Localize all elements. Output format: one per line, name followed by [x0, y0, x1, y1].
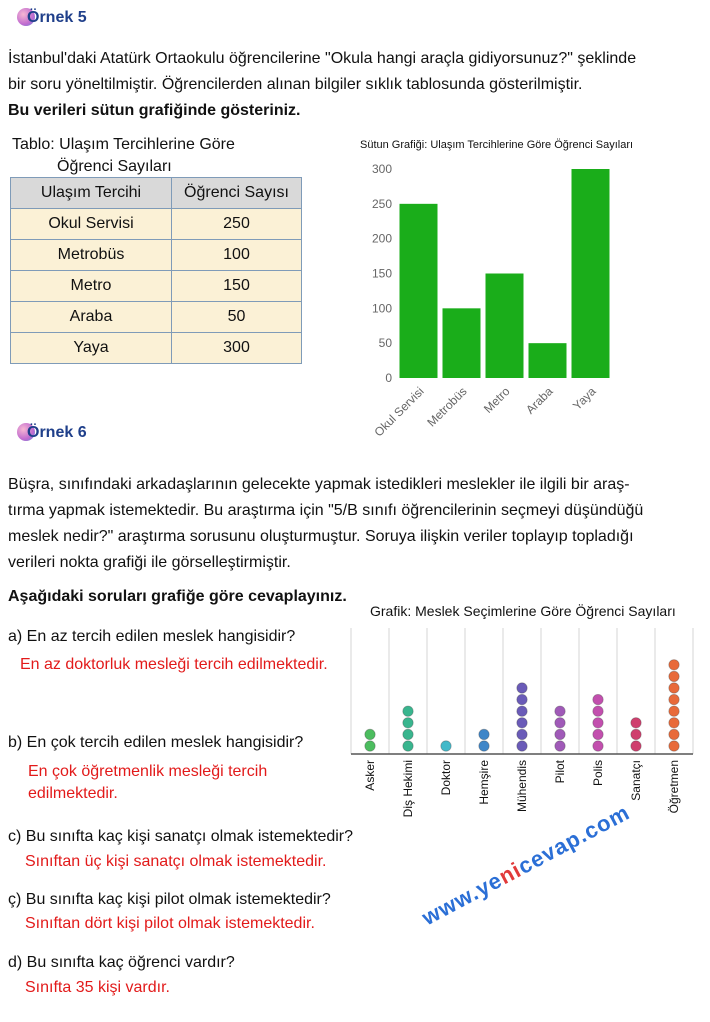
x-tick-label: Metrobüs	[424, 384, 470, 430]
answer-cc: Sınıftan dört kişi pilot olmak istemektedir.	[25, 915, 315, 932]
dot-marker	[593, 718, 603, 728]
dot-marker	[555, 706, 565, 716]
x-tick-label: Okul Servisi	[371, 384, 427, 440]
bar	[572, 169, 610, 378]
dot-marker	[365, 741, 375, 751]
dot-marker	[517, 706, 527, 716]
dot-marker	[555, 741, 565, 751]
table-cell: Yaya	[11, 333, 172, 364]
dot-marker	[403, 718, 413, 728]
table-cell: 150	[172, 271, 302, 302]
y-tick-label: 100	[371, 301, 392, 316]
dot-plot-chart	[345, 598, 710, 830]
category-label: Diş Hekimi	[401, 760, 415, 818]
dot-marker	[517, 683, 527, 693]
dot-marker	[593, 741, 603, 751]
table-cell: Okul Servisi	[11, 209, 172, 240]
example6-intro-line4: verileri nokta grafiği ile görselleştirmiştir.	[8, 554, 291, 571]
question-cc: ç) Bu sınıfta kaç kişi pilot olmak istemektedir?	[8, 891, 331, 908]
table-cell: 50	[172, 302, 302, 333]
dot-marker	[669, 683, 679, 693]
dot-marker	[669, 729, 679, 739]
dot-marker	[517, 694, 527, 704]
x-tick-label: Yaya	[570, 384, 599, 413]
category-label: Polis	[591, 760, 605, 787]
bar-chart-title: Sütun Grafiği: Ulaşım Tercihlerine Göre Öğrenci Sayıları	[360, 139, 634, 151]
category-label: Sanatçı	[629, 760, 643, 801]
bar	[486, 274, 524, 379]
dot-marker	[479, 741, 489, 751]
dot-marker	[517, 729, 527, 739]
category-label: Mühendis	[515, 760, 529, 813]
answer-a: En az doktorluk mesleği tercih edilmektedir.	[20, 656, 328, 673]
answer-b-line1: En çok öğretmenlik mesleği tercih	[28, 763, 268, 780]
table-row	[11, 302, 302, 333]
watermark-part1: www.ye	[417, 867, 507, 931]
example6-task: Aşağıdaki soruları grafiğe göre cevaplayınız.	[8, 588, 347, 605]
table-cell: Metrobüs	[11, 240, 172, 271]
dot-plot-title: Grafik: Meslek Seçimlerine Göre Öğrenci Sayıları	[370, 603, 676, 619]
category-label: Hemşire	[477, 760, 491, 805]
dot-marker	[517, 718, 527, 728]
dot-marker	[669, 660, 679, 670]
dot-marker	[403, 729, 413, 739]
dot-marker	[631, 729, 641, 739]
x-tick-label: Metro	[481, 384, 513, 416]
dot-marker	[631, 741, 641, 751]
dot-marker	[669, 741, 679, 751]
answer-d: Sınıfta 35 kişi vardır.	[25, 979, 170, 996]
table-row	[11, 240, 302, 271]
bar	[400, 204, 438, 378]
question-a: a) En az tercih edilen meslek hangisidir?	[8, 628, 296, 645]
table-cell: 300	[172, 333, 302, 364]
example5-title: Örnek 5	[27, 9, 87, 26]
dot-marker	[555, 729, 565, 739]
table-row	[11, 209, 302, 240]
dot-marker	[555, 718, 565, 728]
answer-b-line2: edilmektedir.	[28, 785, 118, 802]
frequency-table	[10, 177, 302, 364]
y-tick-label: 150	[371, 266, 392, 281]
example5-intro-line2: bir soru yöneltilmiştir. Öğrencilerden alınan bilgiler sıklık tablosunda gösterilmiştir.	[8, 76, 583, 93]
dot-marker	[403, 706, 413, 716]
answer-c: Sınıftan üç kişi sanatçı olmak istemektedir.	[25, 853, 327, 870]
dot-marker	[365, 729, 375, 739]
dot-marker	[479, 729, 489, 739]
y-tick-label: 50	[378, 336, 392, 351]
dot-marker	[669, 706, 679, 716]
dot-marker	[631, 718, 641, 728]
category-label: Pilot	[553, 760, 567, 784]
bar-chart	[340, 132, 710, 447]
table-row	[11, 271, 302, 302]
question-c: c) Bu sınıfta kaç kişi sanatçı olmak istemektedir?	[8, 828, 354, 845]
example6-intro-line1: Büşra, sınıfındaki arkadaşlarının gelecekte yapmak istedikleri meslekler ile ilgili bir araş-	[8, 476, 630, 493]
example6-intro-line3: meslek nedir?" araştırma sorusunu oluşturmuştur. Soruya ilişkin veriler toplayıp topladığı	[8, 528, 634, 545]
dot-marker	[669, 671, 679, 681]
dot-marker	[669, 718, 679, 728]
watermark-part3: cevap.com	[513, 799, 634, 880]
table-row	[11, 333, 302, 364]
bar	[529, 343, 567, 378]
dot-marker	[441, 741, 451, 751]
table-caption-line2: Öğrenci Sayıları	[57, 158, 172, 175]
dot-marker	[593, 706, 603, 716]
table-cell: 100	[172, 240, 302, 271]
dot-marker	[517, 741, 527, 751]
dot-marker	[593, 694, 603, 704]
dot-marker	[669, 694, 679, 704]
y-tick-label: 200	[371, 231, 392, 246]
table-cell: Araba	[11, 302, 172, 333]
dot-marker	[403, 741, 413, 751]
example5-intro-line1: İstanbul'daki Atatürk Ortaokulu öğrencilerine "Okula hangi araçla gidiyorsunuz?" şeklinde	[8, 50, 637, 67]
question-d: d) Bu sınıfta kaç öğrenci vardır?	[8, 954, 235, 971]
table-header-cell: Öğrenci Sayısı	[172, 178, 302, 209]
example6-intro-line2: tırma yapmak istemektedir. Bu araştırma için "5/B sınıfı öğrencilerinin seçmeyi düşündüğü	[8, 502, 644, 519]
y-tick-label: 300	[371, 162, 392, 176]
dot-marker	[593, 729, 603, 739]
category-label: Öğretmen	[667, 760, 681, 814]
y-tick-label: 250	[371, 196, 392, 211]
example5-task: Bu verileri sütun grafiğinde gösteriniz.	[8, 102, 301, 119]
table-cell: Metro	[11, 271, 172, 302]
category-label: Asker	[363, 760, 377, 791]
table-header-cell: Ulaşım Tercihi	[11, 178, 172, 209]
table-caption-line1: Tablo: Ulaşım Tercihlerine Göre	[12, 136, 235, 153]
table-cell: 250	[172, 209, 302, 240]
y-tick-label: 0	[385, 371, 392, 385]
bar	[443, 308, 481, 378]
x-tick-label: Araba	[523, 384, 556, 417]
question-b: b) En çok tercih edilen meslek hangisidir?	[8, 734, 304, 751]
category-label: Doktor	[439, 760, 453, 796]
watermark-part2: ni	[494, 857, 526, 890]
example6-title: Örnek 6	[27, 424, 87, 441]
